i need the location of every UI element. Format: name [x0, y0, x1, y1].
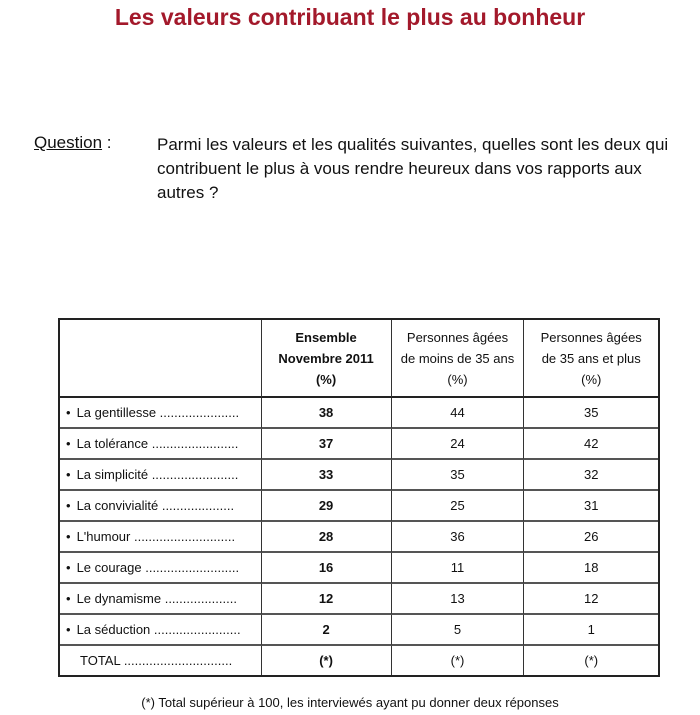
cell-moins35: 44	[392, 398, 525, 429]
header-ensemble-line3: (%)	[315, 371, 337, 387]
row-label-text: La convivialité ....................	[76, 498, 235, 513]
table-header-row	[60, 320, 658, 398]
cell-moins35: 5	[392, 615, 525, 646]
table-row	[60, 429, 658, 460]
header-ensemble-line2: Novembre 2011	[278, 350, 374, 366]
cell-plus35: 35	[524, 398, 658, 429]
question-label	[34, 133, 112, 153]
cell-plus35: 1	[524, 615, 658, 646]
total-plus35: (*)	[584, 653, 599, 668]
cell-ensemble: 16	[262, 553, 392, 584]
cell-ensemble: 28	[262, 522, 392, 553]
total-ensemble: (*)	[262, 646, 392, 675]
cell-ensemble: 37	[262, 429, 392, 460]
row-label	[60, 429, 262, 460]
header-moins35-line1: Personnes âgées	[406, 329, 509, 345]
header-plus35	[524, 320, 658, 398]
header-moins35-line3: (%)	[447, 371, 468, 387]
survey-table	[58, 318, 660, 677]
cell-ensemble: 38	[262, 398, 392, 429]
cell-plus35: 32	[524, 460, 658, 491]
question-label-word: Question	[34, 133, 103, 152]
table-row	[60, 398, 658, 429]
question-separator: :	[106, 133, 112, 152]
header-plus35-line1: Personnes âgées	[540, 329, 642, 345]
table-row	[60, 584, 658, 615]
page-title: Les valeurs contribuant le plus au bonheur	[114, 4, 586, 30]
row-label	[60, 522, 262, 553]
bullet-icon: •	[66, 467, 71, 482]
table-total-row	[60, 646, 658, 675]
row-label-text: La tolérance ........................	[76, 436, 239, 451]
header-empty-cell	[60, 320, 262, 398]
row-label-text: La simplicité ........................	[76, 467, 239, 482]
cell-moins35: 35	[392, 460, 525, 491]
cell-ensemble: 12	[262, 584, 392, 615]
row-label-text: La séduction ........................	[76, 622, 241, 637]
row-label	[60, 615, 262, 646]
bullet-icon: •	[66, 405, 71, 420]
bullet-icon: •	[66, 498, 71, 513]
header-plus35-line3: (%)	[581, 371, 602, 387]
row-label	[60, 398, 262, 429]
row-label-text: Le dynamisme ....................	[76, 591, 237, 606]
cell-plus35: 18	[524, 553, 658, 584]
cell-moins35: 13	[392, 584, 525, 615]
cell-ensemble: 29	[262, 491, 392, 522]
bullet-icon: •	[66, 622, 71, 637]
cell-moins35: 24	[392, 429, 525, 460]
cell-plus35: 42	[524, 429, 658, 460]
cell-plus35: 26	[524, 522, 658, 553]
bullet-icon: •	[66, 529, 71, 544]
bullet-icon: •	[66, 436, 71, 451]
header-moins35-line2: de moins de 35 ans	[400, 350, 515, 366]
bullet-icon: •	[66, 560, 71, 575]
header-moins35	[392, 320, 525, 398]
header-ensemble-line1: Ensemble	[295, 329, 357, 345]
total-moins35: (*)	[392, 646, 525, 675]
table-row	[60, 460, 658, 491]
cell-moins35: 11	[392, 553, 525, 584]
row-label	[60, 460, 262, 491]
cell-ensemble: 33	[262, 460, 392, 491]
cell-plus35: 12	[524, 584, 658, 615]
cell-ensemble: 2	[262, 615, 392, 646]
cell-moins35: 36	[392, 522, 525, 553]
table-row	[60, 522, 658, 553]
footnote: (*) Total supérieur à 100, les interviewés ayant pu donner deux réponses	[141, 695, 559, 710]
header-ensemble	[262, 320, 392, 398]
row-label-text: Le courage ..........................	[76, 560, 240, 575]
cell-moins35: 25	[392, 491, 525, 522]
question-text: Parmi les valeurs et les qualités suivantes, quelles sont les deux qui contribuent le plus à vous rendre heureux dans vos rapports aux autres ?	[157, 135, 669, 202]
row-label	[60, 584, 262, 615]
table-row	[60, 553, 658, 584]
cell-plus35: 31	[524, 491, 658, 522]
row-label-text: La gentillesse ......................	[76, 405, 240, 420]
table-row	[60, 491, 658, 522]
table-row	[60, 615, 658, 646]
total-label: TOTAL ..............................	[60, 646, 262, 675]
bullet-icon: •	[66, 591, 71, 606]
row-label-text: L'humour ............................	[76, 529, 236, 544]
row-label	[60, 491, 262, 522]
row-label	[60, 553, 262, 584]
header-plus35-line2: de 35 ans et plus	[541, 350, 641, 366]
